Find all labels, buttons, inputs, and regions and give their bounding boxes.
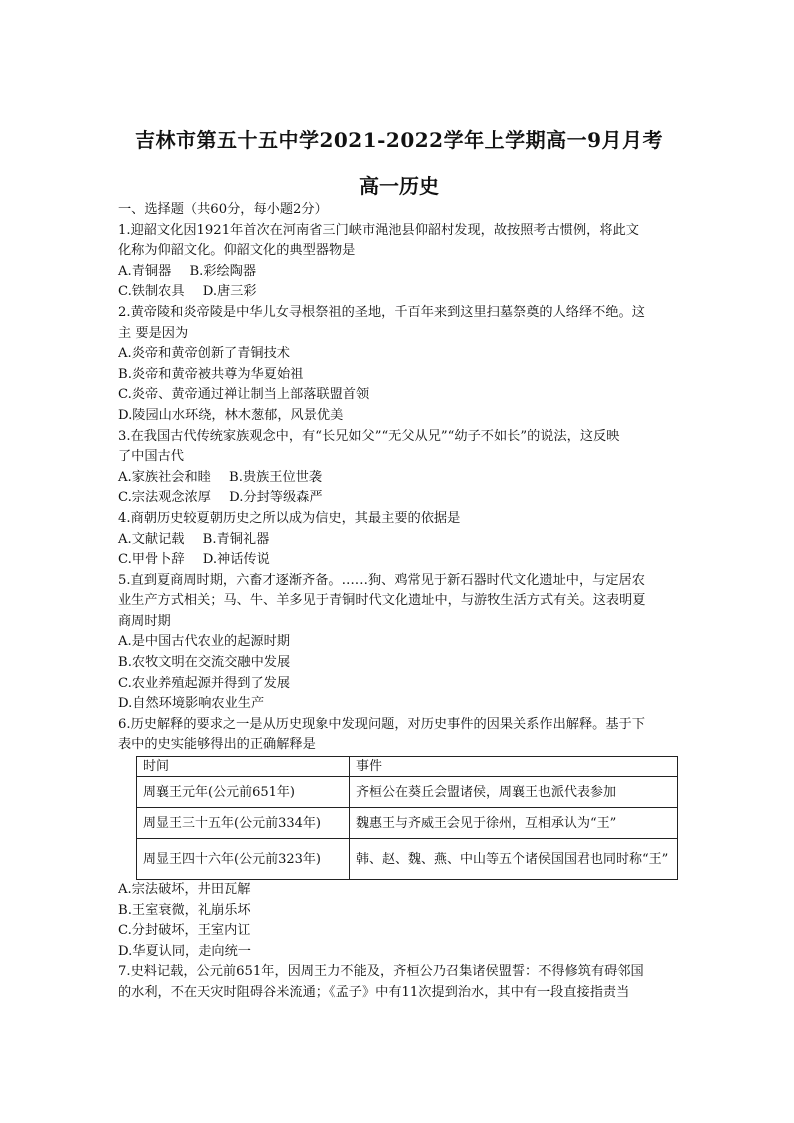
table-row — [137, 808, 678, 839]
exam-body — [118, 200, 680, 1004]
question-6-line-2: 表中的史实能够得出的正确解释是 — [118, 737, 316, 753]
question-2-line-2: 主 要是因为 — [118, 325, 189, 341]
table-cell-time: 周襄王元年(公元前651年) — [137, 777, 350, 808]
option-c: C.农业养殖起源并得到了发展 — [118, 675, 291, 691]
table-header-row — [137, 757, 678, 777]
section-heading: 一、选择题（共60分，每小题2分） — [118, 202, 328, 217]
option-c: C.甲骨卜辞 — [118, 552, 185, 568]
table-cell-time: 周显王三十五年(公元前334年) — [137, 808, 350, 839]
option-a: A.家族社会和睦 — [118, 469, 211, 485]
table-cell-event: 韩、赵、魏、燕、中山等五个诸侯国国君也同时称“王” — [350, 839, 678, 880]
option-d: D.华夏认同，走向统一 — [118, 943, 251, 959]
question-1-line-1: 1.迎韶文化因1921年首次在河南省三门峡市渑池县仰韶村发现，故按照考古惯例，将此文 — [118, 222, 639, 238]
question-1-options-ab — [118, 262, 680, 283]
history-table — [136, 756, 678, 880]
option-b: B.彩绘陶器 — [189, 263, 257, 279]
option-d: D.自然环境影响农业生产 — [118, 696, 265, 712]
option-d: D.唐三彩 — [202, 284, 257, 300]
question-4-options-cd — [118, 550, 680, 571]
question-1-options-cd — [118, 282, 680, 303]
table-cell-event: 魏惠王与齐威王会见于徐州，互相承认为“王” — [350, 808, 678, 839]
question-3-line-2: 了中国古代 — [118, 449, 184, 465]
question-1-line-2: 化称为仰韶文化。仰韶文化的典型器物是 — [118, 243, 356, 259]
question-4-options-ab — [118, 530, 680, 551]
question-2-line-1: 2.黄帝陵和炎帝陵是中华儿女寻根祭祖的圣地，千百年来到这里扫墓祭奠的人络绎不绝。这 — [118, 304, 645, 320]
table-row — [137, 777, 678, 808]
option-b: B.贵族王位世袭 — [229, 469, 323, 485]
question-5-line-1: 5.直到夏商周时期，六畜才逐渐齐备。……狗、鸡常见于新石器时代文化遗址中，与定居农 — [118, 572, 645, 588]
option-b: B.炎帝和黄帝被共尊为华夏始祖 — [118, 366, 304, 382]
option-d: D.陵园山水环绕，林木葱郁，风景优美 — [118, 407, 344, 423]
option-a: A.宗法破坏，井田瓦解 — [118, 882, 251, 898]
question-3-options-ab — [118, 468, 680, 489]
table-row — [137, 839, 678, 880]
question-4-line-1: 4.商朝历史较夏朝历史之所以成为信史，其最主要的依据是 — [118, 510, 461, 526]
question-5-line-2: 业生产方式相关；马、牛、羊多见于青铜时代文化遗址中，与游牧生活方式有关。这表明夏 — [118, 593, 646, 609]
table-cell-time: 周显王四十六年(公元前323年) — [137, 839, 350, 880]
table-header-event: 事件 — [350, 757, 678, 777]
option-a: A.炎帝和黄帝创新了青铜技术 — [118, 346, 290, 362]
page-title: 吉林市第五十五中学2021-2022学年上学期高一9月月考 — [134, 128, 664, 152]
question-5-line-3: 商周时期 — [118, 613, 171, 629]
option-b: B.农牧文明在交流交融中发展 — [118, 655, 291, 671]
option-a: A.文献记载 — [118, 531, 185, 547]
table-header-time: 时间 — [137, 757, 350, 777]
option-c: C.宗法观念浓厚 — [118, 490, 211, 506]
question-7-line-2: 的水利，不在天灾时阻碍谷米流通；《孟子》中有11次提到治水，其中有一段直接指责当 — [118, 985, 630, 1000]
option-c: C.铁制农具 — [118, 284, 185, 300]
question-3-options-cd — [118, 488, 680, 509]
question-6-line-1: 6.历史解释的要求之一是从历史现象中发现问题，对历史事件的因果关系作出解释。基于下 — [118, 716, 645, 732]
option-d: D.神话传说 — [202, 552, 270, 568]
option-b: B.王室衰微，礼崩乐坏 — [118, 902, 251, 918]
question-3-line-1: 3.在我国古代传统家族观念中，有“长兄如父”“无父从兄”“幼子不如长”的说法，这反映 — [118, 428, 620, 444]
option-c: C.炎帝、黄帝通过禅让制当上部落联盟首领 — [118, 387, 370, 403]
option-d: D.分封等级森严 — [229, 490, 323, 506]
table-cell-event: 齐桓公在葵丘会盟诸侯，周襄王也派代表参加 — [350, 777, 678, 808]
option-a: A.是中国古代农业的起源时期 — [118, 634, 290, 650]
page-subtitle: 高一历史 — [359, 174, 439, 198]
option-c: C.分封破坏，王室内讧 — [118, 923, 251, 939]
option-b: B.青铜礼器 — [202, 531, 270, 547]
option-a: A.青铜器 — [118, 263, 172, 279]
question-7-line-1: 7.史料记载，公元前651年，因周王力不能及，齐桓公乃召集诸侯盟誓：不得修筑有碍邻国 — [118, 964, 644, 980]
